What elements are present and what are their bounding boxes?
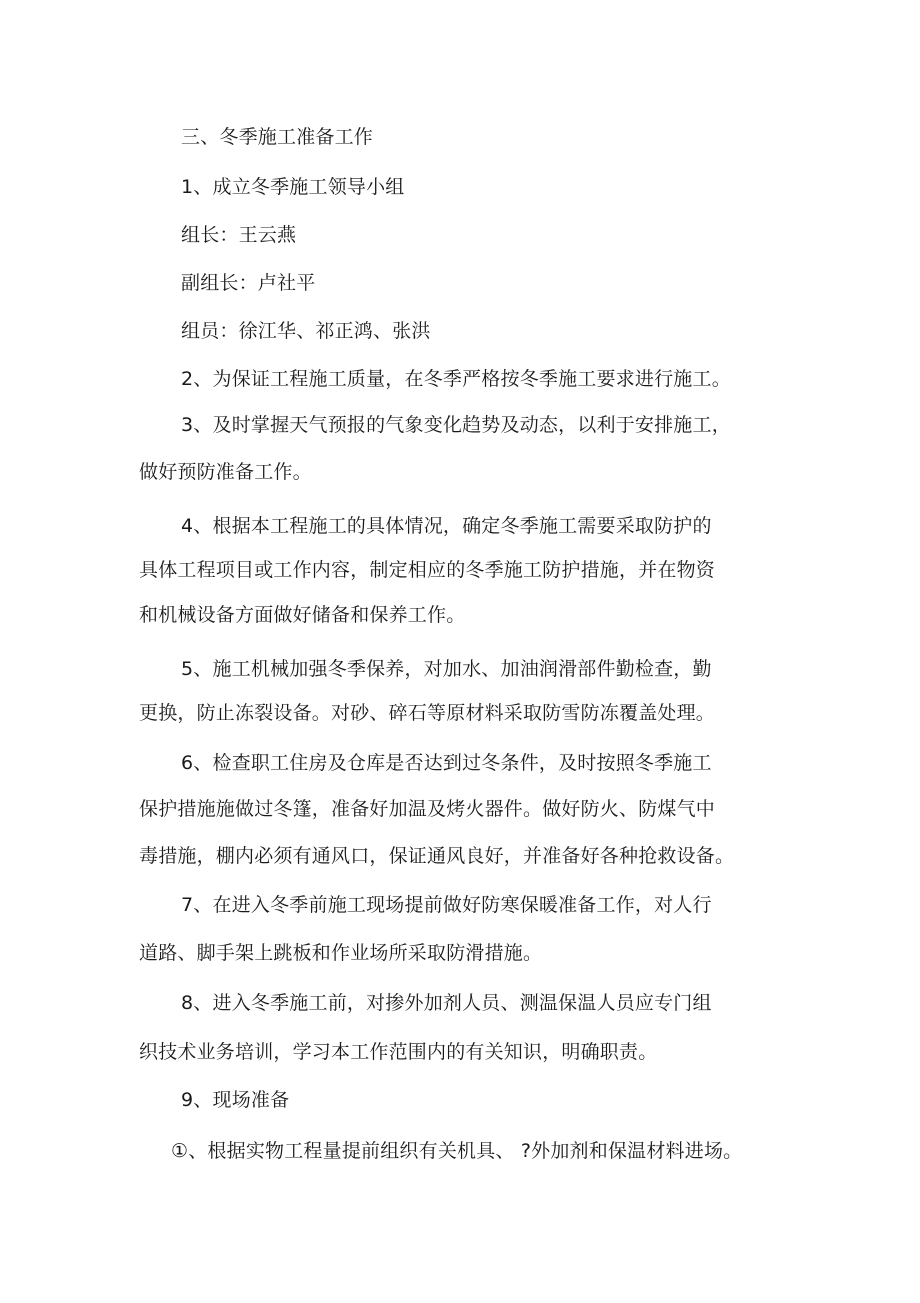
- item-4-line-3: 和机械设备方面做好储备和保养工作。: [139, 604, 466, 626]
- item-3-line-2: 做好预防准备工作。: [139, 461, 312, 483]
- item-6-line-2: 保护措施施做过冬篷，准备好加温及烤火器件。做好防火、防煤气中: [139, 798, 716, 820]
- group-leader: 组长：王云燕: [181, 224, 297, 246]
- item-3-line-1: 3、及时掌握天气预报的气象变化趋势及动态，以利于安排施工，: [181, 414, 731, 436]
- deputy-group-leader: 副组长：卢社平: [181, 272, 316, 294]
- item-7-line-2: 道路、脚手架上跳板和作业场所采取防滑措施。: [139, 942, 543, 964]
- item-6-line-3: 毒措施，棚内必须有通风口，保证通风良好，并准备好各种抢救设备。: [139, 845, 735, 867]
- item-2: 2、为保证工程施工质量，在冬季严格按冬季施工要求进行施工。: [181, 368, 731, 390]
- item-7-line-1: 7、在进入冬季前施工现场提前做好防寒保暖准备工作，对人行: [181, 894, 712, 916]
- section-heading: 三、冬季施工准备工作: [181, 126, 374, 148]
- item-1: 1、成立冬季施工领导小组: [181, 176, 405, 198]
- item-5-line-2: 更换，防止冻裂设备。对砂、碎石等原材料采取防雪防冻覆盖处理。: [139, 702, 716, 724]
- group-members: 组员：徐江华、祁正鸿、张洪: [181, 320, 431, 342]
- sub-item-1: ①、根据实物工程量提前组织有关机具、 ?外加剂和保温材料进场。: [171, 1140, 743, 1162]
- item-9: 9、现场准备: [181, 1089, 290, 1111]
- item-6-line-1: 6、检查职工住房及仓库是否达到过冬条件，及时按照冬季施工: [181, 752, 712, 774]
- item-8-line-1: 8、进入冬季施工前，对掺外加剂人员、测温保温人员应专门组: [181, 992, 712, 1014]
- item-5-line-1: 5、施工机械加强冬季保养，对加水、加油润滑部件勤检查，勤: [181, 658, 712, 680]
- item-4-line-2: 具体工程项目或工作内容，制定相应的冬季施工防护措施，并在物资: [139, 559, 716, 581]
- item-4-line-1: 4、根据本工程施工的具体情况，确定冬季施工需要采取防护的: [181, 515, 712, 537]
- item-8-line-2: 织技术业务培训，学习本工作范围内的有关知识，明确职责。: [139, 1041, 658, 1063]
